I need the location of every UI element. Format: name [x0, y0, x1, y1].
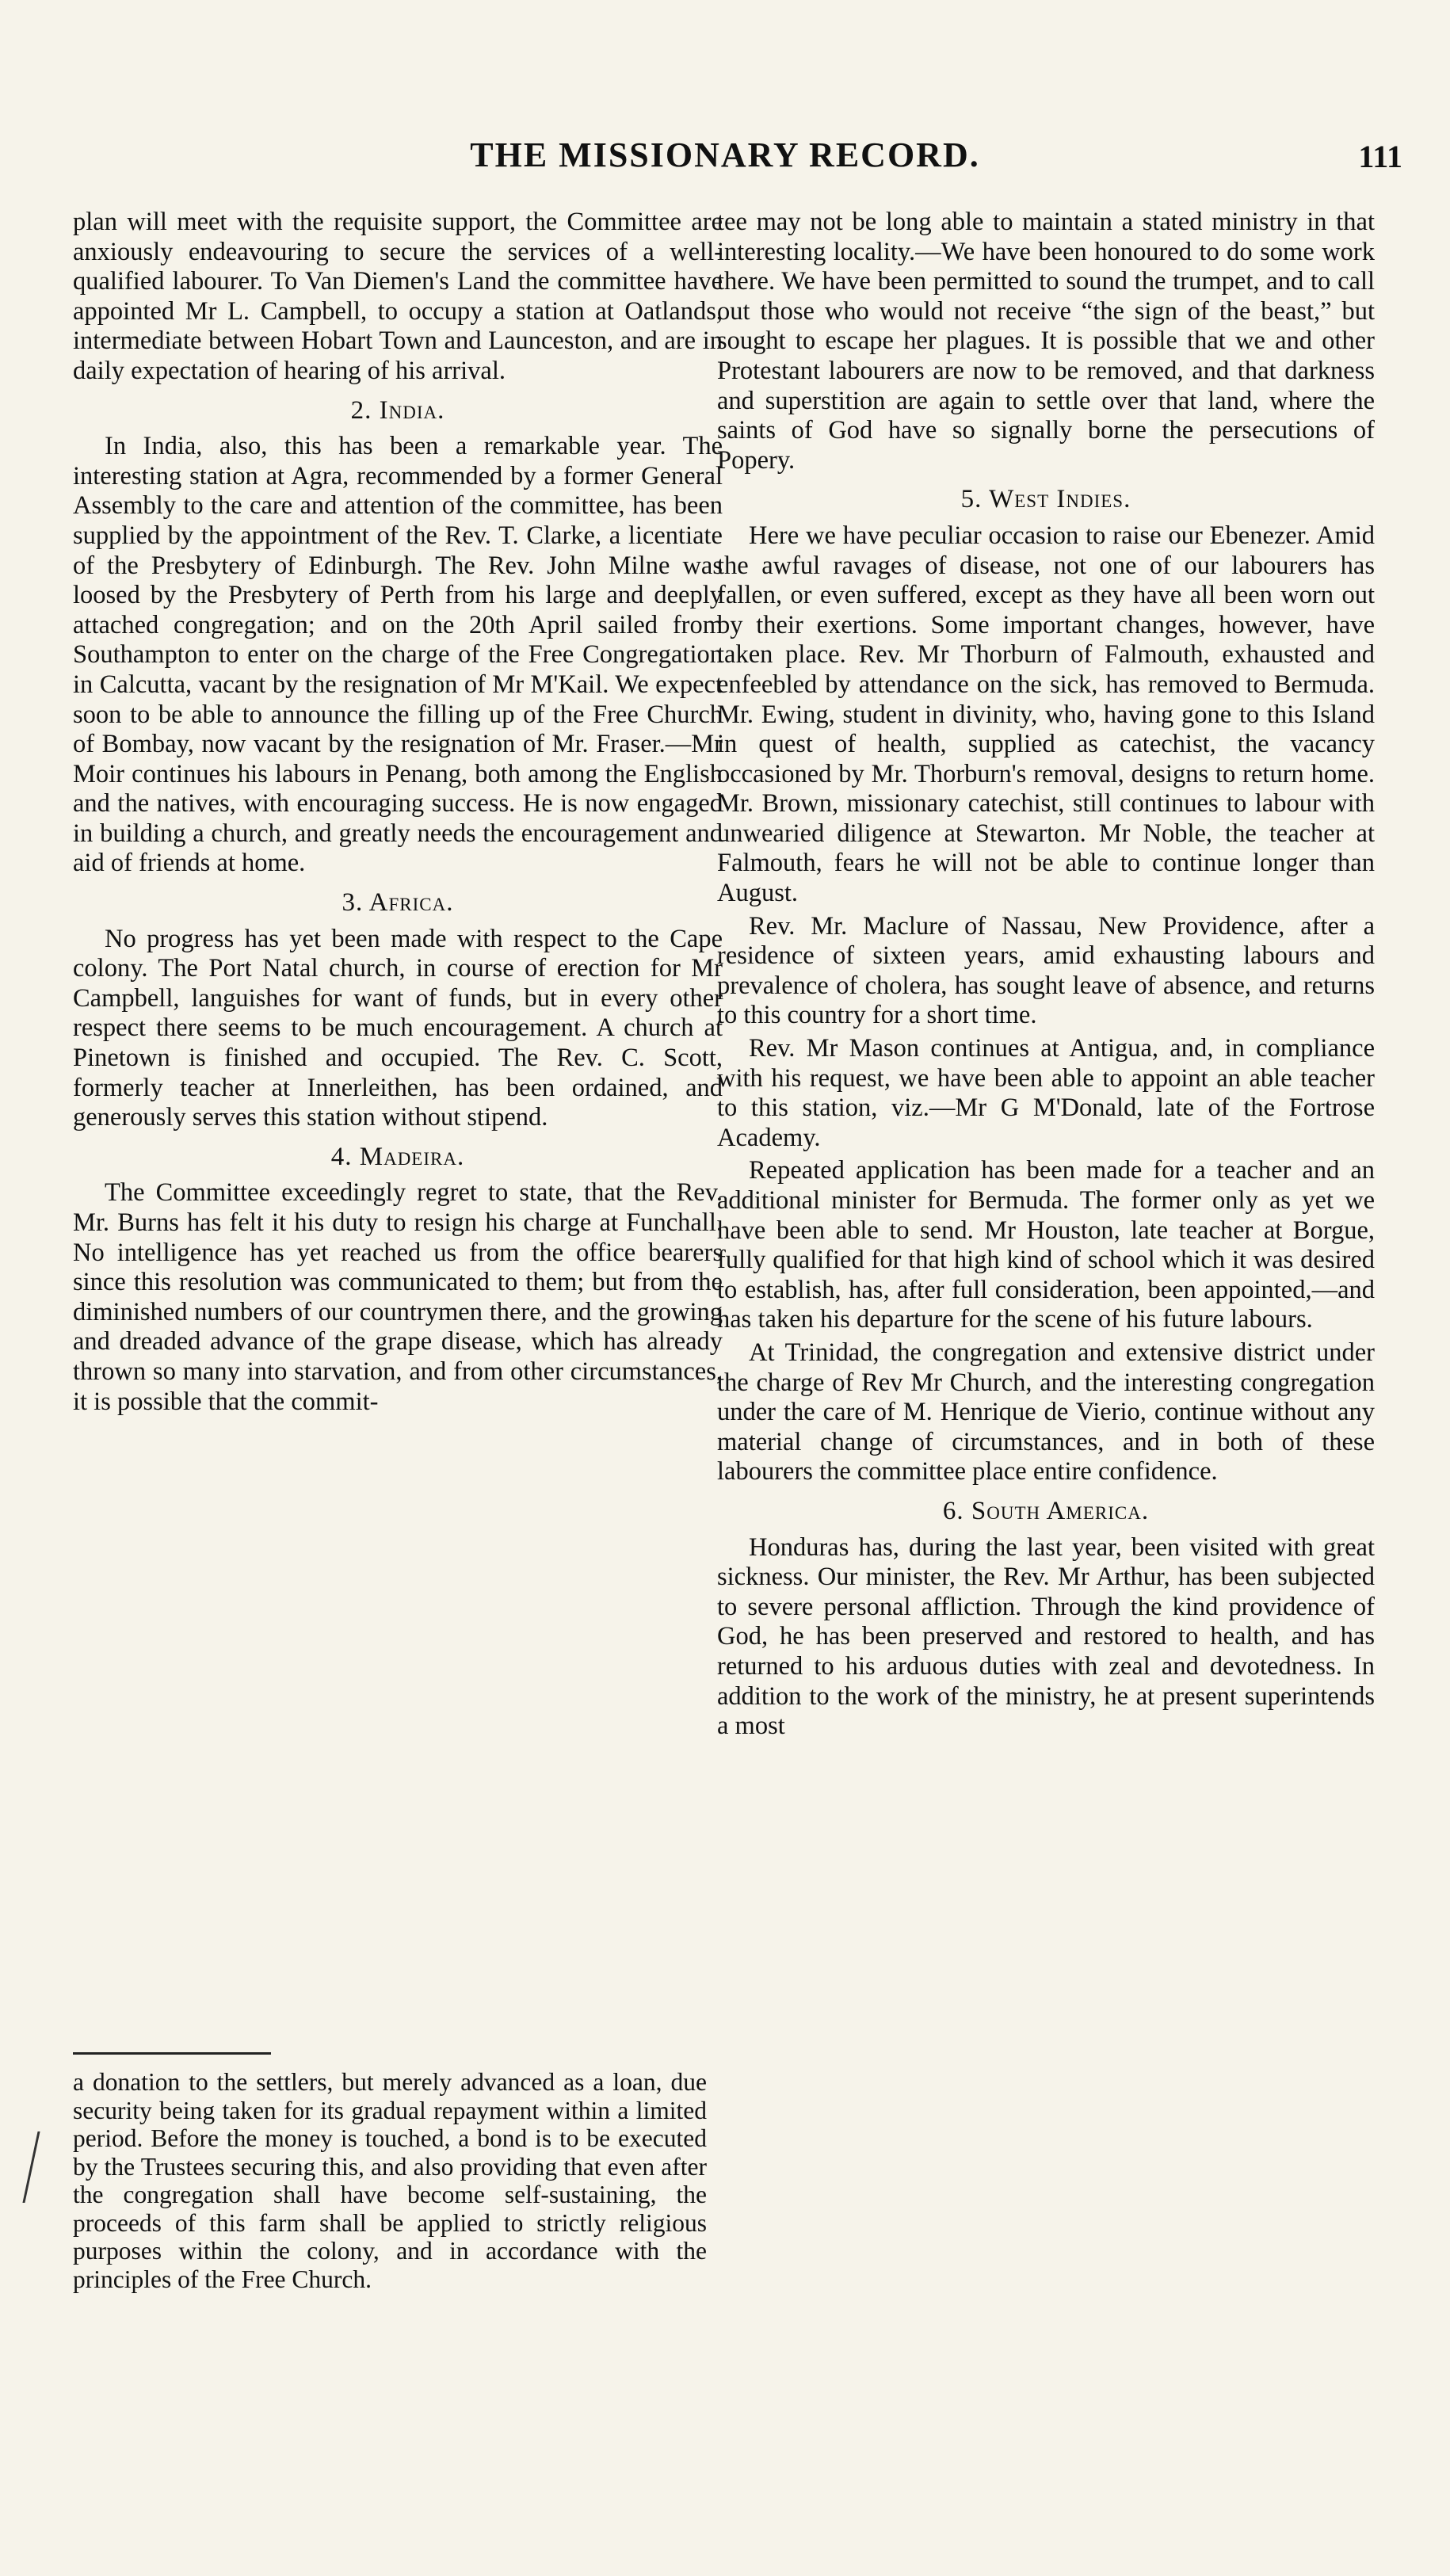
paragraph-west-indies-3: Rev. Mr Mason continues at Antigua, and, in compliance with his request, we have been able to appoint an able teacher to this station, viz.—Mr G M'Donald, late of the Fortrose Academy.	[717, 1034, 1375, 1152]
paragraph-west-indies-2: Rev. Mr. Maclure of Nassau, New Providence, after a residence of sixteen years, amid exhausting labours and prevalence of cholera, has sought leave of absence, and returns to this country for a short time.	[717, 911, 1375, 1030]
paragraph-west-indies-1: Here we have peculiar occasion to raise our Ebenezer. Amid the awful ravages of disease, not one of our labourers has fallen, or even suffered, except as they have all been worn out by their exertions. Some important changes, however, have taken place. Rev. Mr Thorburn of Falmouth, exhausted and enfeebled by attendance on the sick, has removed to Bermuda. Mr. Ewing, student in divinity, who, having gone to this Island in quest of health, supplied as catechist, the vacancy occasioned by Mr. Thorburn's removal, designs to return home. Mr. Brown, missionary catechist, still continues to labour with unwearied diligence at Stewarton. Mr Noble, the teacher at Falmouth, fears he will not be able to continue longer than August.	[717, 521, 1375, 908]
heading-west-indies: 5. West Indies.	[960, 485, 1131, 514]
paragraph-africa: No progress has yet been made with respect to the Cape colony. The Port Natal church, in course of erection for Mr Campbell, languishes for want of funds, but in every other respect there seems to be much encouragement. A church at Pinetown is finished and occupied. The Rev. C. Scott, formerly teacher at Innerleithen, has been ordained, and generously serves this station without stipend.	[73, 924, 723, 1132]
left-column	[73, 208, 723, 2038]
footnote	[73, 2068, 707, 2512]
heading-madeira: 4. Madeira.	[330, 1142, 465, 1171]
paragraph-india: In India, also, this has been a remarkable year. The interesting station at Agra, recommended by a former General Assembly to the care and attention of the committee, has been supplied by the appointment of the Rev. T. Clarke, a licentiate of the Presbytery of Edinburgh. The Rev. John Milne was loosed by the Presbytery of Perth from his large and deeply attached congregation; and on the 20th April sailed from Southampton to enter on the charge of the Free Congregation in Calcutta, vacant by the resignation of Mr M'Kail. We expect soon to be able to announce the filling up of the Free Church of Bombay, now vacant by the resignation of Mr. Fraser.—Mr Moir continues his labours in Penang, both among the English and the natives, with encouraging success. He is now engaged in building a church, and greatly needs the encouragement and aid of friends at home.	[73, 432, 723, 878]
margin-pencil-mark	[22, 2131, 44, 2203]
paragraph-west-indies-5: At Trinidad, the congregation and extensive district under the charge of Rev Mr Church, and the interesting congregation under the care of M. Henrique de Vierio, continue without any material change of circumstances, and in both of these labourers the committee place entire confidence.	[717, 1338, 1375, 1486]
right-column	[717, 208, 1375, 2545]
page-number: 111	[1358, 139, 1402, 174]
paragraph-intro: plan will meet with the requisite support, the Committee are anxiously endeavouring to secure the services of a well-qualified labourer. To Van Diemen's Land the committee have appointed Mr L. Campbell, to occupy a station at Oatlands, intermediate between Hobart Town and Launceston, and are in daily expectation of hearing of his arrival.	[73, 208, 723, 385]
heading-india: 2. India.	[350, 395, 445, 425]
paragraph-south-america: Honduras has, during the last year, been visited with great sickness. Our minister, the Rev. Mr Arthur, has been subjected to severe personal affliction. Through the kind providence of God, he has been preserved and restored to health, and has returned to his arduous duties with zeal and devotedness. In addition to the work of the ministry, he at present superintends a most	[717, 1532, 1375, 1741]
footnote-text: a donation to the settlers, but merely advanced as a loan, due security being taken for its gradual repayment within a limited period. Before the money is touched, a bond is to be executed by the Trustees securing this, and also providing that even after the congregation shall have become self-sustaining, the proceeds of this farm shall be applied to strictly religious purposes within the colony, and in accordance with the principles of the Free Church.	[73, 2068, 707, 2293]
paragraph-west-indies-4: Repeated application has been made for a teacher and an additional minister for Bermuda. The former only as yet we have been able to send. Mr Houston, late teacher at Borgue, fully qualified for that high kind of school which it was desired to establish, has, after full consideration, been appointed,—and has taken his departure for the scene of his future labours.	[717, 1156, 1375, 1334]
paragraph-madeira: The Committee exceedingly regret to state, that the Rev. Mr. Burns has felt it his duty to resign his charge at Funchall. No intelligence has yet reached us from the office bearers since this resolution was communicated to them; but from the diminished numbers of our countrymen there, and the growing and dreaded advance of the grape disease, which has already thrown so many into starvation, and from other circumstances, it is possible that the commit-	[73, 1178, 723, 1416]
heading-africa: 3. Africa.	[342, 888, 454, 918]
footnote-divider	[73, 2052, 271, 2055]
running-title: THE MISSIONARY RECORD.	[470, 135, 980, 174]
heading-south-america: 6. South America.	[942, 1496, 1150, 1525]
page-header	[0, 135, 1450, 182]
paragraph-madeira-continued: tee may not be long able to maintain a stated ministry in that interesting locality.—We have been honoured to do some work there. We have been permitted to sound the trumpet, and to call out those who would not receive “the sign of the beast,” but sought to escape her plagues. It is possible that we and other Protestant labourers are now to be removed, and that darkness and superstition are again to settle over that land, where the saints of God have so signally borne the persecutions of Popery.	[717, 208, 1375, 475]
